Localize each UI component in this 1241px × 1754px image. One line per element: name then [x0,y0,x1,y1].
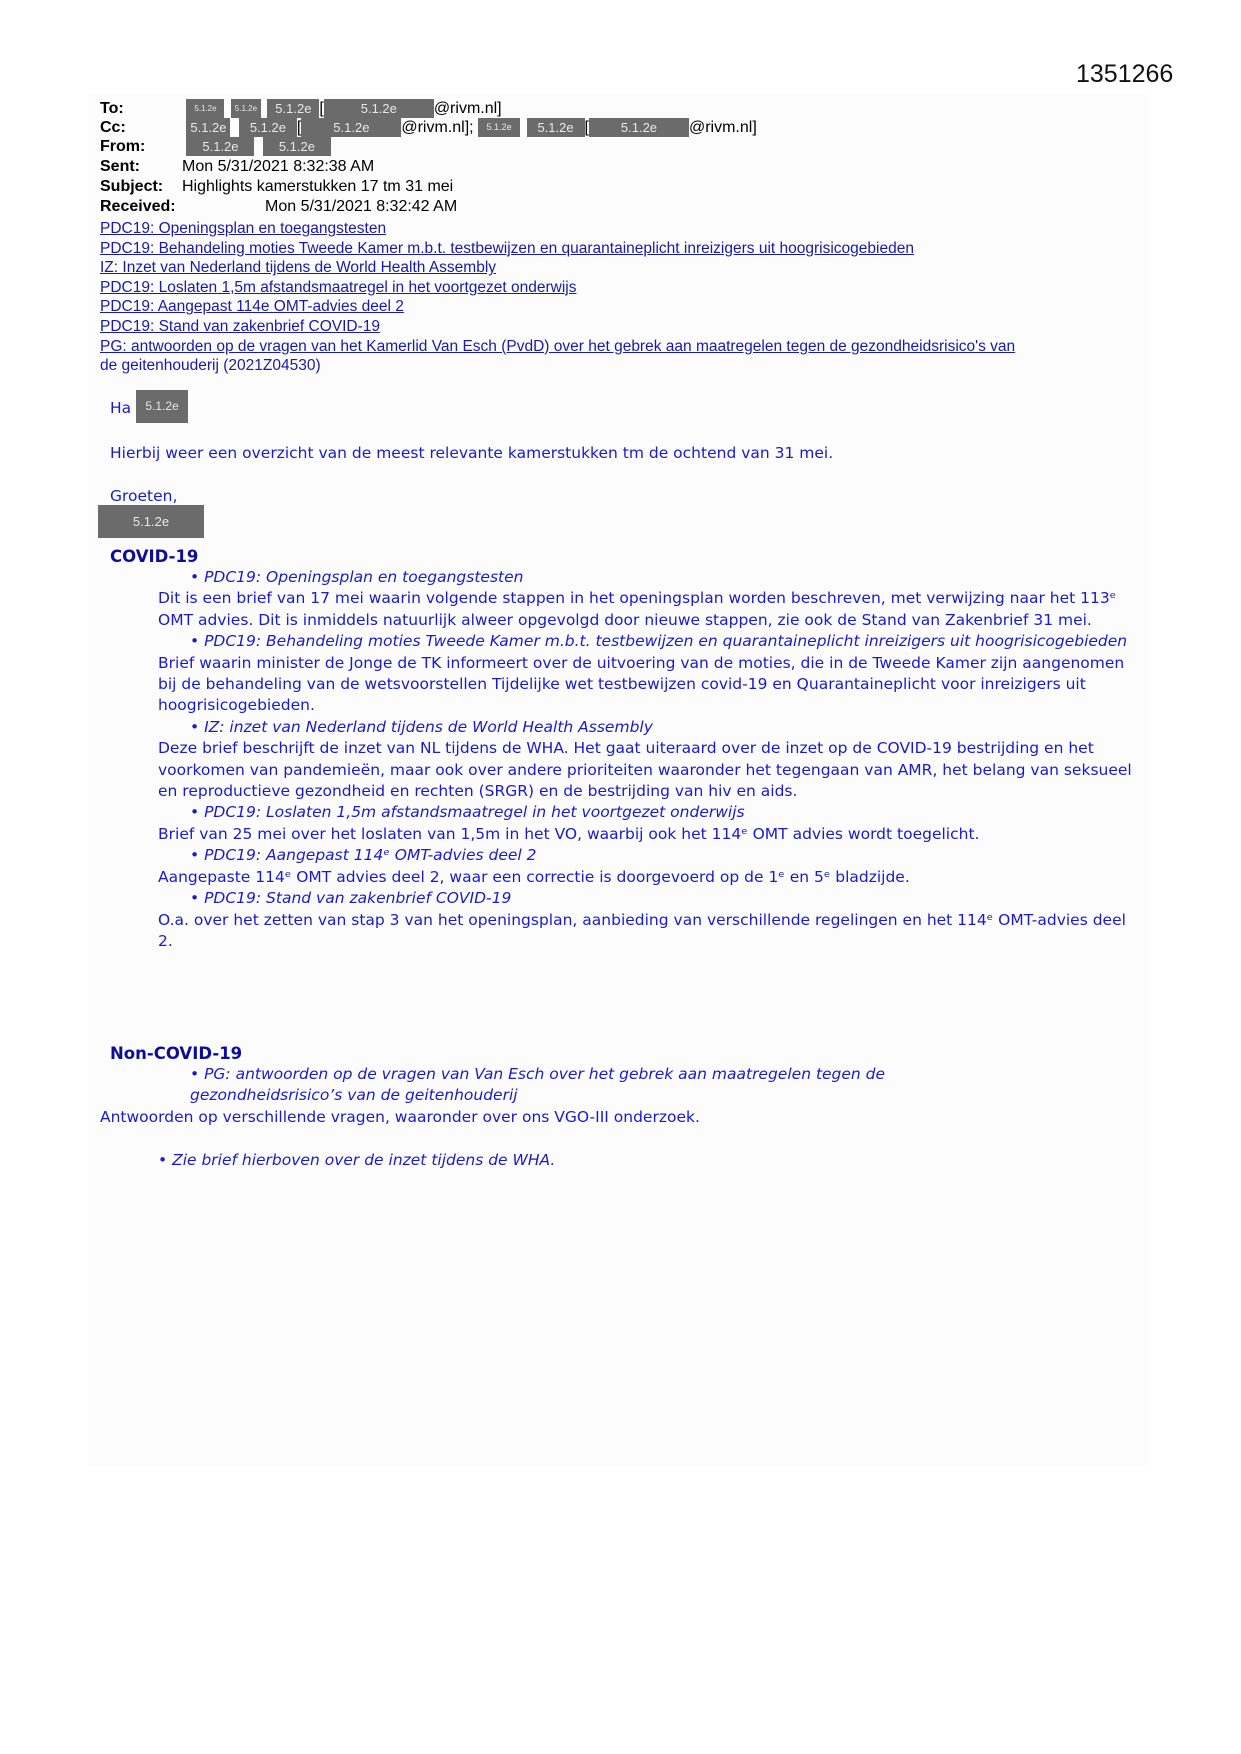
bullet-item: • PDC19: Behandeling moties Tweede Kamer m.b.t. testbewijzen en quarantaineplicht inreizigers uit hoogrisicogebieden [190,632,1128,651]
redaction: 5.1.2e [324,99,434,118]
greeting-text: Ha [110,399,132,417]
bullet-item: • PDC19: Openingsplan en toegangstesten [190,568,524,586]
bullet-item: • PDC19: Loslaten 1,5m afstandsmaatregel in het voortgezet onderwijs [190,803,745,822]
subject-value: Highlights kamerstukken 17 tm 31 mei [182,178,454,195]
item-description: Dit is een brief van 17 mei waarin volgende stappen in het openingsplan worden beschreven, met verwijzing naar het 113ᵉ OMT advies. Dit is inmiddels natuurlijk alweer opgevolgd door nieuwe stappen, zie ook de Stand van Zakenbrief 31 mei. [158,589,1117,629]
sent-row [100,157,374,176]
redaction: 5.1.2e [527,118,585,137]
redaction: 5.1.2e [98,505,204,538]
item-description: O.a. over het zetten van stap 3 van het openingsplan, aanbieding van verschillende regelingen en het 114ᵉ OMT-advies deel 2. [158,910,1126,950]
noncovid-description: Antwoorden op verschillende vragen, waaronder over ons VGO-III onderzoek. [100,1108,700,1126]
bracket: [ [296,119,302,136]
redaction: 5.1.2e [263,137,331,156]
redaction: 5.1.2e [186,118,230,137]
document-number: 1351266 [1076,60,1174,88]
closing-text: Groeten, [110,487,178,505]
cc-label: Cc: [100,119,126,136]
bracket: [ [319,100,324,117]
sent-value: Mon 5/31/2021 8:32:38 AM [182,158,375,175]
item-description: Aangepaste 114ᵉ OMT advies deel 2, waar een correctie is doorgevoerd op de 1ᵉ en 5ᵉ bladzijde. [158,867,910,886]
redaction: 5.1.2e [589,118,689,137]
redaction: 5.1.2e [239,118,297,137]
link-behandeling-moties[interactable]: PDC19: Behandeling moties Tweede Kamer m.b.t. testbewijzen en quarantaineplicht inreizigers uit hoogrisicogebieden [100,239,914,257]
received-value: Mon 5/31/2021 8:32:42 AM [265,198,458,215]
email-domain: @rivm.nl] [433,100,502,117]
email-domain: @rivm.nl]; [401,119,474,136]
greeting [110,398,188,431]
redaction: 5.1.2e [267,99,319,118]
final-bullet: • Zie brief hierboven over de inzet tijdens de WHA. [158,1151,556,1169]
bullet-item: • PDC19: Aangepast 114ᵉ OMT-advies deel 2 [190,846,537,865]
to-row [100,99,502,118]
covid-items [158,567,1138,952]
redaction: 5.1.2e [186,99,224,118]
subject-label: Subject: [100,178,164,195]
cc-row [100,118,757,137]
from-row [100,137,331,156]
redaction: 5.1.2e [478,118,520,137]
email-domain: @rivm.nl] [688,119,757,136]
link-stand-van-zaken[interactable]: PDC19: Stand van zakenbrief COVID-19 [100,317,380,335]
link-tail: de geitenhouderij (2021Z04530) [100,357,321,375]
bullet-item: • PDC19: Stand van zakenbrief COVID-19 [190,889,512,908]
signature [98,505,204,538]
bracket: [ [584,119,589,136]
link-loslaten-afstand[interactable]: PDC19: Loslaten 1,5m afstandsmaatregel in het voortgezet onderwijs [100,278,577,296]
redaction: 5.1.2e [301,118,401,137]
subject-row [100,177,453,196]
noncovid-bullet: • PG: antwoorden op de vragen van Van Esch over het gebrek aan maatregelen tegen de gezondheidsrisico’s van de geitenhouderij [190,1065,886,1105]
link-omt-advies[interactable]: PDC19: Aangepast 114e OMT-advies deel 2 [100,298,404,316]
redaction: 5.1.2e [136,390,188,423]
link-world-health-assembly[interactable]: IZ: Inzet van Nederland tijdens de World Health Assembly [100,259,497,277]
bullet-item: • IZ: inzet van Nederland tijdens de World Health Assembly [190,717,653,736]
from-label: From: [100,138,146,155]
to-label: To: [100,100,124,117]
item-description: Brief van 25 mei over het loslaten van 1,5m in het VO, waarbij ook het 114ᵉ OMT advies wordt toegelicht. [158,824,980,843]
link-list [100,219,1140,376]
link-van-esch-vragen[interactable]: PG: antwoorden op de vragen van het Kamerlid Van Esch (PvdD) over het gebrek aan maatregelen tegen de gezondheidsrisico's van [100,337,1016,355]
received-row [100,197,457,216]
covid-section-title: COVID-19 [110,547,199,566]
redaction: 5.1.2e [186,137,254,156]
noncovid-section-title: Non-COVID-19 [110,1044,243,1063]
received-label: Received: [100,198,176,215]
link-openingsplan[interactable]: PDC19: Openingsplan en toegangstesten [100,220,387,237]
sent-label: Sent: [100,158,140,175]
redaction: 5.1.2e [231,99,261,118]
item-description: Deze brief beschrijft de inzet van NL tijdens de WHA. Het gaat uiteraard over de inzet op de COVID-19 bestrijding en het voorkomen van pandemieën, maar ook over andere prioriteiten waaronder het tegengaan van AMR, het belang van seksueel en reproductieve gezondheid en rechten (SRGR) en de bestrijding van hiv en aids. [158,739,1132,801]
item-description: Brief waarin minister de Jonge de TK informeert over de uitvoering van de moties, die in de Tweede Kamer zijn aangenomen bij de behandeling van de wetsvoorstellen Tijdelijke wet testbewijzen covid-19 en Quarantaineplicht voor inreizigers uit hoogrisicogebieden. [158,653,1125,715]
intro-text: Hierbij weer een overzicht van de meest relevante kamerstukken tm de ochtend van 31 mei. [110,444,834,462]
